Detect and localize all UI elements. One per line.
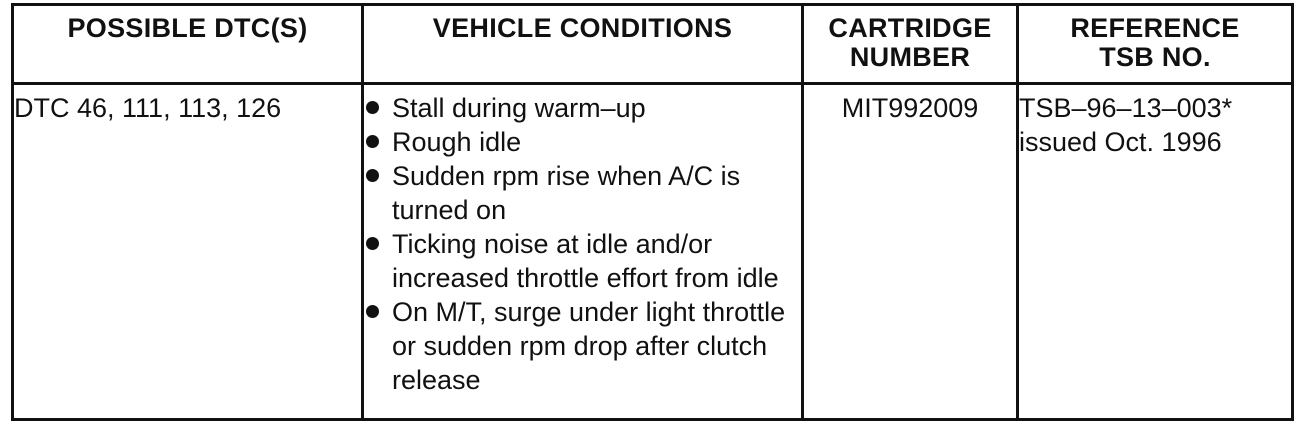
list-item xyxy=(364,227,801,295)
bullet-icon xyxy=(366,101,379,114)
condition-text: Rough idle xyxy=(392,127,522,157)
list-item xyxy=(364,91,801,125)
table-row xyxy=(13,84,1293,420)
bullet-icon xyxy=(366,135,379,148)
header-reference-line2: TSB NO. xyxy=(1099,42,1211,72)
header-vehicle-conditions xyxy=(363,5,803,84)
header-conditions-label: VEHICLE CONDITIONS xyxy=(432,13,733,43)
condition-text: Stall during warm–up xyxy=(392,93,646,123)
condition-text: Sudden rpm rise when A/C is turned on xyxy=(392,161,741,225)
tsb-issued-text: issued Oct. 1996 xyxy=(1019,127,1222,157)
dtc-codes-text: DTC 46, 111, 113, 126 xyxy=(14,93,282,123)
header-reference-tsb xyxy=(1018,5,1293,84)
condition-text: On M/T, surge under light throttle or sudden rpm drop after clutch release xyxy=(392,297,786,395)
cartridge-number-text: MIT992009 xyxy=(841,93,979,123)
tsb-number-text: TSB–96–13–003* xyxy=(1019,93,1233,123)
list-item xyxy=(364,295,801,397)
dtc-table xyxy=(11,3,1294,421)
conditions-list xyxy=(364,91,801,397)
cell-reference-tsb xyxy=(1018,84,1293,420)
header-cartridge-line1: CARTRIDGE xyxy=(828,13,992,43)
list-item xyxy=(364,159,801,227)
cell-cartridge-number xyxy=(803,84,1018,420)
header-row xyxy=(13,5,1293,84)
header-cartridge-number xyxy=(803,5,1018,84)
cell-vehicle-conditions xyxy=(363,84,803,420)
bullet-icon xyxy=(366,237,379,250)
list-item xyxy=(364,125,801,159)
bullet-icon xyxy=(366,305,379,318)
condition-text: Ticking noise at idle and/or increased throttle effort from idle xyxy=(392,229,779,293)
header-cartridge-line2: NUMBER xyxy=(849,42,971,72)
header-dtc-label: POSSIBLE DTC(S) xyxy=(67,13,308,43)
header-reference-line1: REFERENCE xyxy=(1070,13,1240,43)
bullet-icon xyxy=(366,169,379,182)
cell-dtc-codes xyxy=(13,84,363,420)
header-possible-dtc xyxy=(13,5,363,84)
